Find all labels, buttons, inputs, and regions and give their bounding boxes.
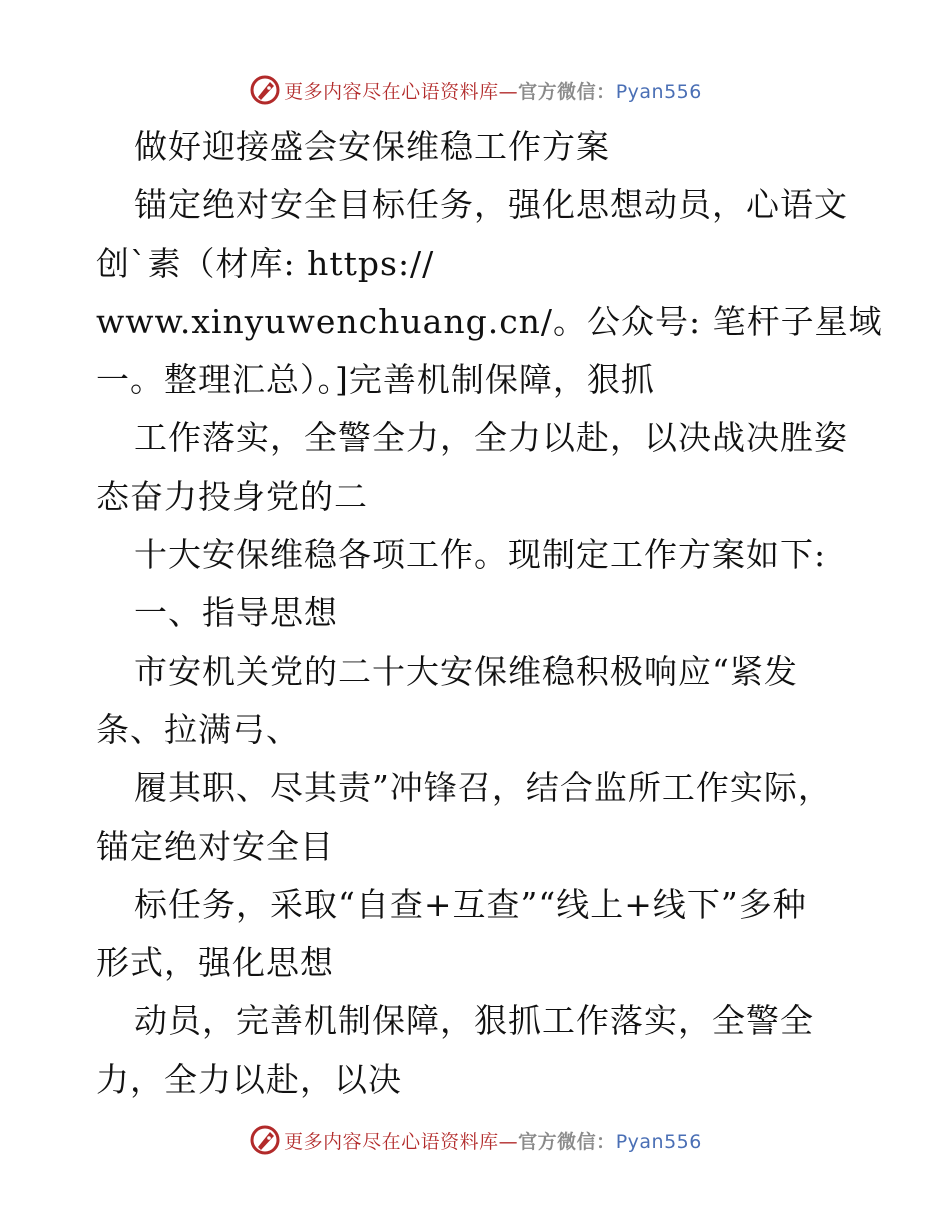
banner-text: [284, 77, 702, 104]
text-line: 动员，完善机制保障，狠抓工作落实，全警全: [134, 1001, 814, 1041]
text-line: 市安机关党的二十大安保维稳积极响应“紧发: [134, 651, 798, 691]
document-title: 做好迎接盛会安保维稳工作方案: [134, 127, 610, 166]
text-line: 力，全力以赴，以决: [96, 1059, 402, 1099]
section-heading: 一、指导思想: [134, 593, 338, 633]
text-line: 履其职、尽其责”冲锋召，结合监所工作实际，: [134, 768, 832, 808]
pen-nib-logo-icon: [248, 1123, 282, 1157]
document-body: [96, 118, 883, 1109]
banner-wechat-id: Pyan556: [615, 80, 702, 103]
text-line: 创`素（材库: https://: [96, 243, 435, 283]
banner-dash: —: [498, 1130, 519, 1153]
text-line: 锚定绝对安全目标任务，强化思想动员，心语文: [134, 185, 848, 225]
banner-wechat-id: Pyan556: [615, 1130, 702, 1153]
banner-text: [284, 1127, 702, 1154]
text-line: 标任务，采取“自查+互查”“线上+线下”多种: [134, 884, 807, 924]
text-line: www.xinyuwenchuang.cn/。公众号: 笔杆子星域: [96, 301, 883, 341]
text-line: 工作落实，全警全力，全力以赴，以决战决胜姿: [134, 418, 848, 458]
text-line: 形式，强化思想: [96, 943, 334, 983]
banner-dash: —: [498, 80, 519, 103]
header-banner: [0, 70, 950, 110]
footer-banner: [0, 1120, 950, 1160]
banner-slogan: 更多内容尽在心语资料库: [284, 80, 499, 103]
text-line: 一。整理汇总）。]完善机制保障，狠抓: [96, 360, 655, 400]
banner-wechat-label: 官方微信：: [518, 80, 616, 103]
text-line: 态奋力投身党的二: [96, 476, 368, 516]
text-line: 条、拉满弓、: [96, 709, 300, 749]
banner-wechat-label: 官方微信：: [518, 1130, 616, 1153]
banner-slogan: 更多内容尽在心语资料库: [284, 1130, 499, 1153]
text-line: 十大安保维稳各项工作。现制定工作方案如下:: [134, 535, 827, 575]
pen-nib-logo-icon: [248, 73, 282, 107]
text-line: 锚定绝对安全目: [96, 826, 334, 866]
